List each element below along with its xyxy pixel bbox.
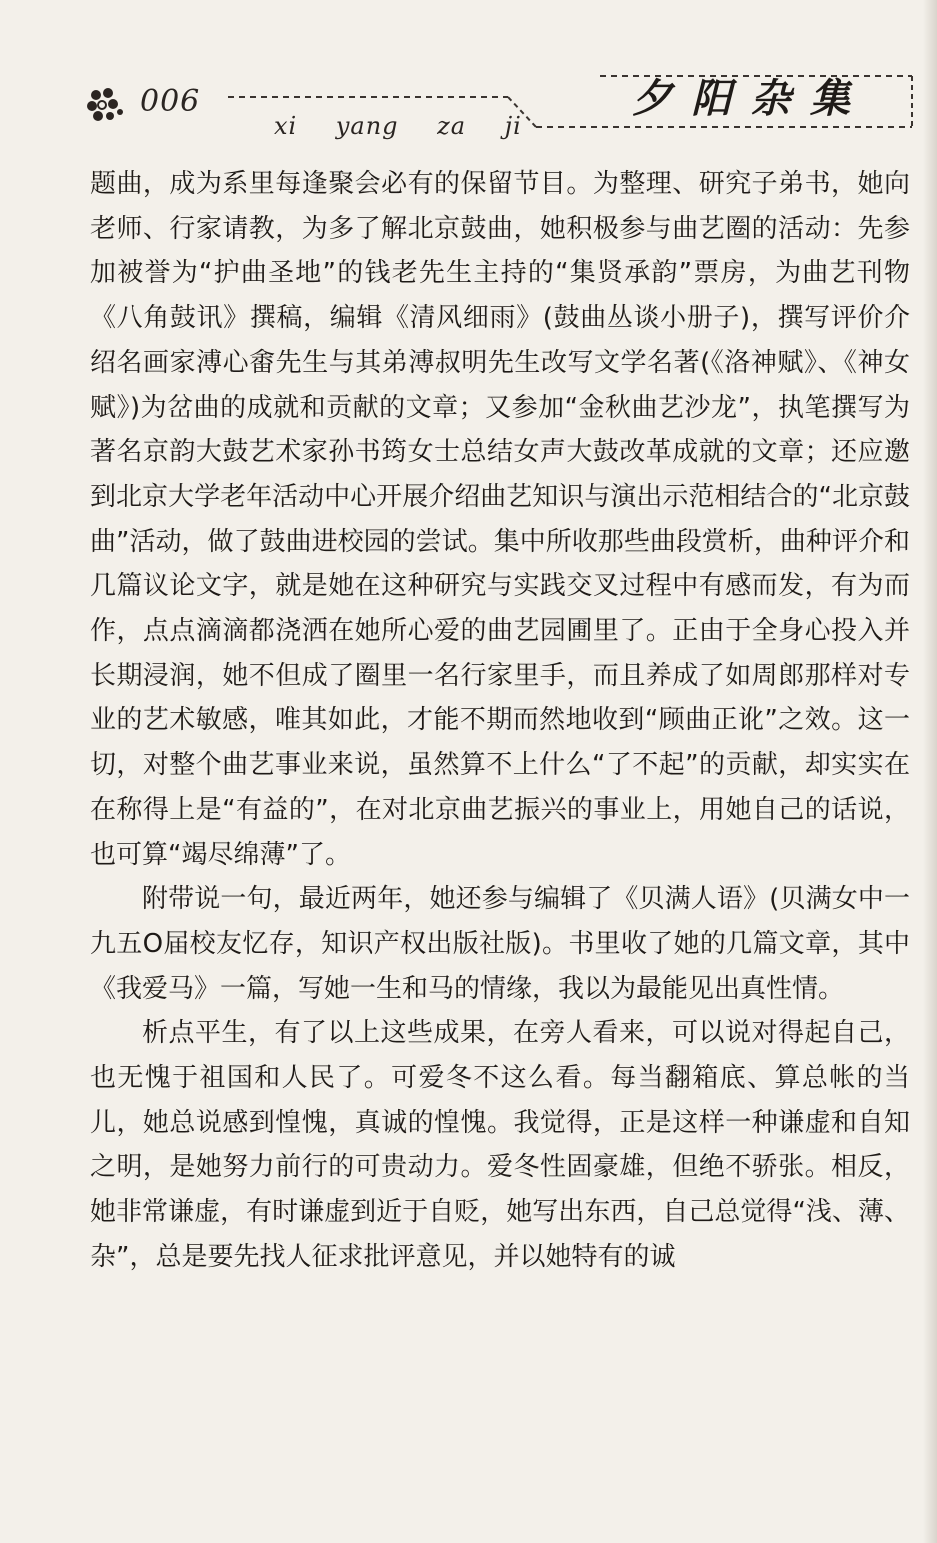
paragraph: 附带说一句，最近两年，她还参与编辑了《贝满人语》(贝满女中一九五O届校友忆存，知识产权出版社版)。书里收了她的几篇文章，其中《我爱马》一篇，写她一生和马的情缘，我以为最能见出真性情。 [90, 884, 910, 1004]
book-title-char: 阳 [691, 75, 732, 122]
paragraph: 析点平生，有了以上这些成果，在旁人看来，可以说对得起自己，也无愧于祖国和人民了。可爱冬不这么看。每当翻箱底、算总帐的当儿，她总说感到惶愧，真诚的惶愧。我觉得，正是这样一种谦虚和自知之明，是她努力前行的可贵动力。爱冬性固豪雄，但绝不骄张。相反，她非常谦虚，有时谦虚到近于自贬，她写出东西，自己总觉得“浅、薄、杂”，总是要先找人征求批评意见，并以她特有的诚 [90, 1018, 910, 1272]
page-number: 006 [140, 84, 201, 119]
running-header [0, 0, 937, 150]
book-title [596, 72, 866, 126]
body-text [90, 162, 910, 1280]
paragraph: 题曲，成为系里每逢聚会必有的保留节目。为整理、研究子弟书，她向老师、行家请教，为多了解北京鼓曲，她积极参与曲艺圈的活动：先参加被誉为“护曲圣地”的钱老先生主持的“集贤承韵”票房，为曲艺刊物《八角鼓讯》撰稿，编辑《清风细雨》(鼓曲丛谈小册子)，撰写评价介绍名画家溥心畬先生与其弟溥叔明先生改写文学名著(《洛神赋》、《神女赋》)为岔曲的成就和贡献的文章；又参加“金秋曲艺沙龙”，执笔撰写为著名京韵大鼓艺术家孙书筠女士总结女声大鼓改革成就的文章；还应邀到北京大学老年活动中心开展介绍曲艺知识与演出示范相结合的“北京鼓曲”活动，做了鼓曲进校园的尝试。集中所收那些曲段赏析，曲种评介和几篇议论文字，就是她在这种研究与实践交叉过程中有感而发，有为而作，点点滴滴都浇洒在她所心爱的曲艺园圃里了。正由于全身心投入并长期浸润，她不但成了圈里一名行家里手，而且养成了如周郎那样对专业的艺术敏感，唯其如此，才能不期而然地收到“顾曲正讹”之效。这一切，对整个曲艺事业来说，虽然算不上什么“了不起”的贡献，却实实在在称得上是“有益的”，在对北京曲艺振兴的事业上，用她自己的话说，也可算“竭尽绵薄”了。 [90, 169, 910, 870]
page-edge-shadow [923, 0, 937, 1543]
flower-ornament-icon [86, 86, 126, 122]
book-title-char: 杂 [750, 75, 791, 122]
book-title-char: 集 [809, 75, 850, 122]
header-pinyin: xi yang za ji [274, 112, 522, 140]
book-title-char: 夕 [632, 75, 672, 122]
